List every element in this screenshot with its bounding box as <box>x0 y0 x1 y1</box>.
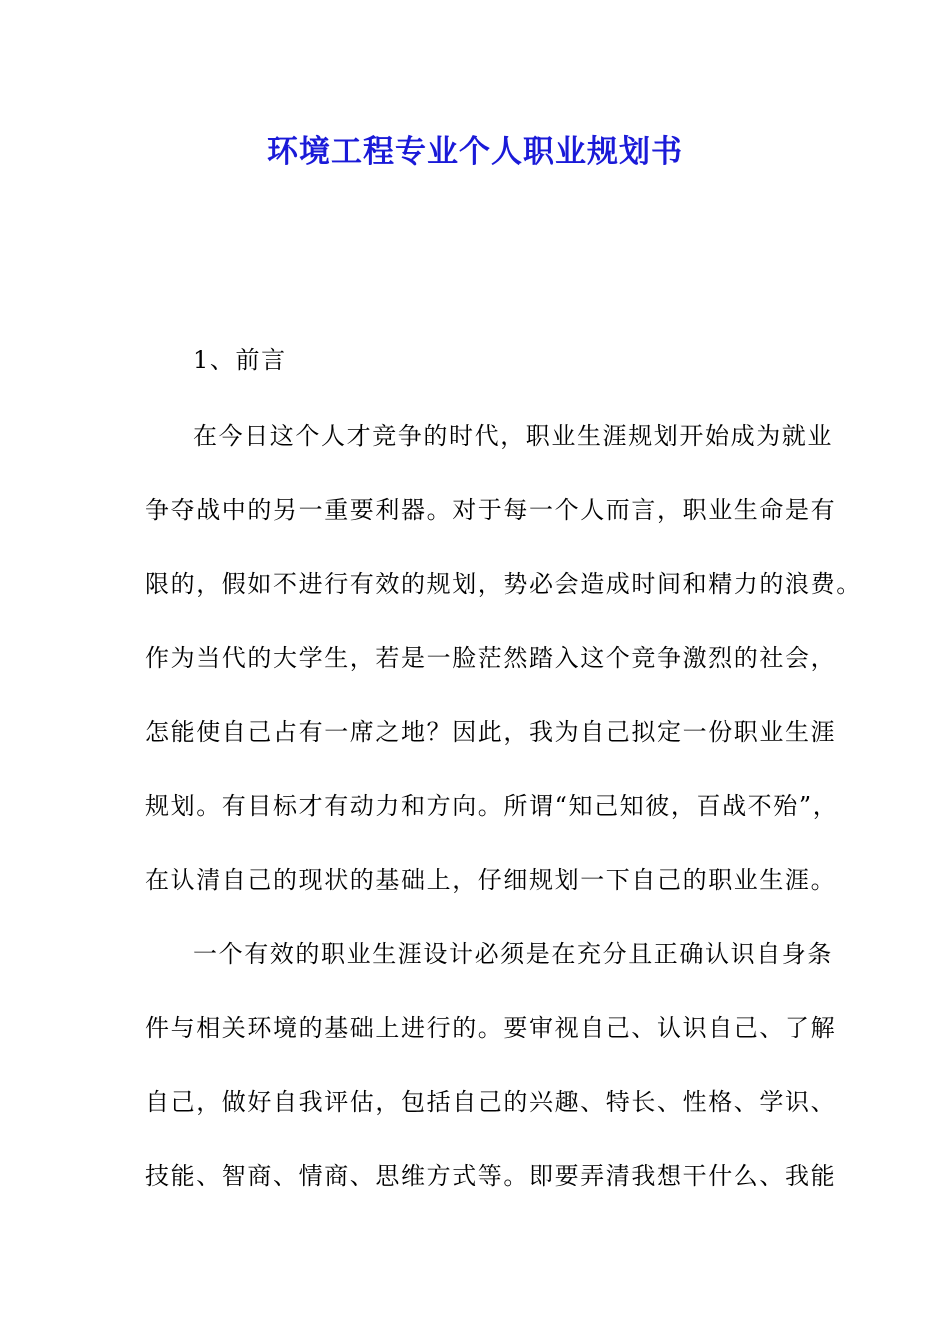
section-heading-preface: 1、前言 <box>193 346 287 374</box>
document-title: 环境工程专业个人职业规划书 <box>267 134 683 170</box>
paragraph-line: 件与相关环境的基础上进行的。要审视自己、认识自己、了解 <box>145 1014 837 1042</box>
paragraph-line: 技能、智商、情商、思维方式等。即要弄清我想干什么、我能 <box>145 1162 837 1190</box>
paragraph-line: 自己，做好自我评估，包括自己的兴趣、特长、性格、学识、 <box>145 1088 837 1116</box>
paragraph-line: 一个有效的职业生涯设计必须是在充分且正确认识自身条 <box>193 940 833 968</box>
paragraph-line: 怎能使自己占有一席之地？因此，我为自己拟定一份职业生涯 <box>145 718 837 746</box>
paragraph-line: 在今日这个人才竞争的时代，职业生涯规划开始成为就业 <box>193 422 833 450</box>
paragraph-line: 争夺战中的另一重要利器。对于每一个人而言，职业生命是有 <box>145 496 837 524</box>
paragraph-line: 作为当代的大学生，若是一脸茫然踏入这个竞争激烈的社会， <box>145 644 837 672</box>
paragraph-line: 限的，假如不进行有效的规划，势必会造成时间和精力的浪费。 <box>145 570 862 598</box>
paragraph-line: 规划。有目标才有动力和方向。所谓“知己知彼，百战不殆”， <box>145 792 839 820</box>
paragraph-line: 在认清自己的现状的基础上，仔细规划一下自己的职业生涯。 <box>145 866 837 894</box>
